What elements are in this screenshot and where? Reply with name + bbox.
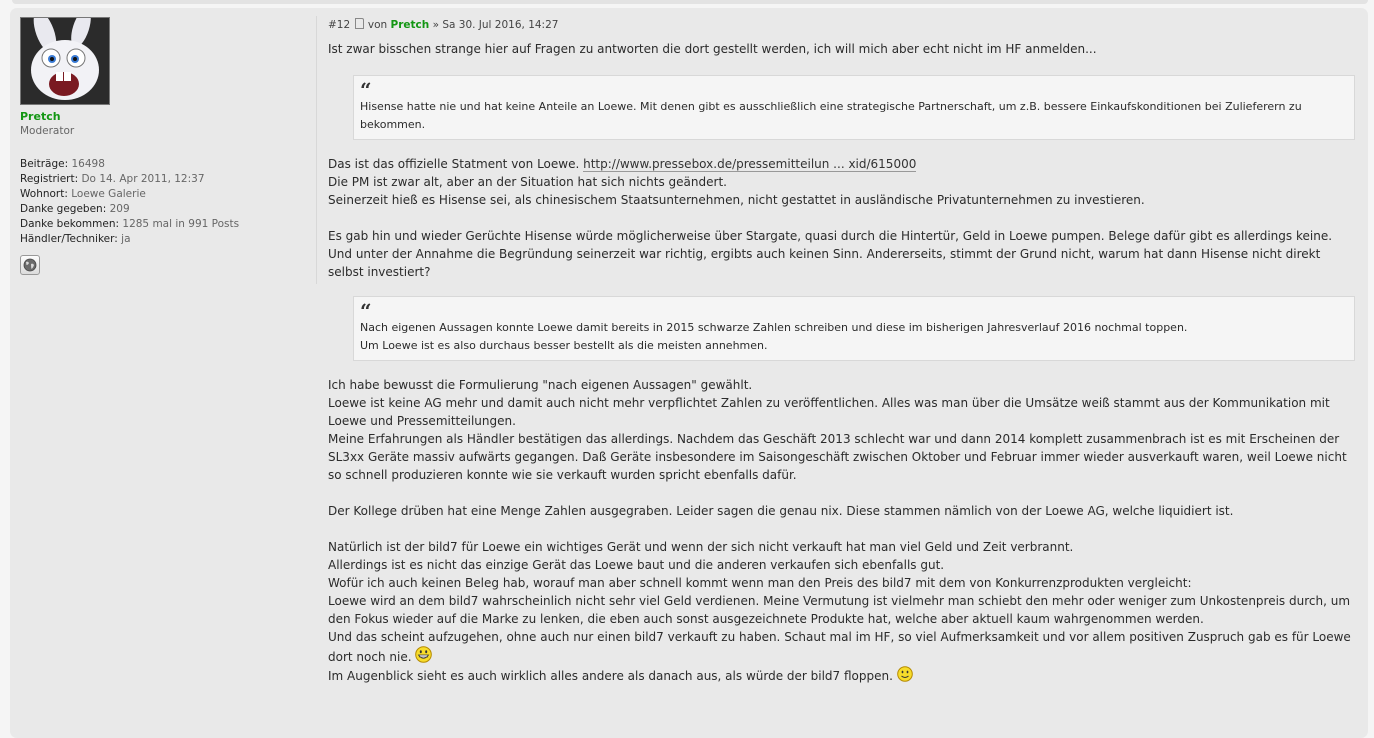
press-release-link[interactable]: http://www.pressebox.de/pressemitteilun ... xid/615000 (583, 157, 917, 171)
stat-dealer (20, 232, 310, 247)
stat-label: Beiträge: (20, 158, 69, 170)
paragraph: Seinerzeit hieß es Hisense sei, als chinesischem Staatsunternehmen, nicht gestattet in ausländische Privatunternehmen zu investieren. (328, 193, 1145, 207)
post-date: » Sa 30. Jul 2016, 14:27 (432, 19, 559, 31)
stat-value[interactable]: 16498 (71, 158, 105, 170)
quote-block (353, 75, 1355, 140)
user-rank: Moderator (20, 125, 75, 137)
stat-label: Händler/Techniker: (20, 233, 118, 245)
user-avatar[interactable] (20, 17, 110, 105)
username[interactable]: Pretch (20, 110, 61, 123)
paragraph: Es gab hin und wieder Gerüchte Hisense würde möglicherweise über Stargate, quasi durch die Hintertür, Geld in Loewe pumpen. Belege dafür gibt es allerdings keine. Und unter der Annahme die Begründung seinerzeit war richtig, ergibts auch keinen Sinn. Andererseits, stimmt der Grund nicht, warum hat dann Hisense nicht direkt selbst investiert? (328, 229, 1333, 279)
post-profile (20, 17, 310, 275)
post-author[interactable]: Pretch (390, 19, 430, 31)
rabbid-avatar-image (21, 18, 109, 104)
stat-thanks-received (20, 217, 310, 232)
quote-mark-icon: “ (360, 299, 372, 323)
paragraph: Die PM ist zwar alt, aber an der Situation hat sich nichts geändert. (328, 175, 727, 189)
file-icon[interactable] (355, 18, 364, 29)
stat-location (20, 187, 310, 202)
post-number: #12 (328, 19, 351, 31)
paragraph-text: Im Augenblick sieht es auch wirklich alles andere als danach aus, als würde der bild7 floppen. (328, 669, 893, 683)
stat-value: Do 14. Apr 2011, 12:37 (81, 173, 205, 185)
paragraph: Allerdings ist es nicht das einzige Gerät das Loewe baut und die anderen verkaufen sich ebenfalls gut. (328, 558, 945, 572)
stat-label: Registriert: (20, 173, 79, 185)
paragraph: Der Kollege drüben hat eine Menge Zahlen ausgegraben. Leider sagen die genau nix. Diese stammen nämlich von der Loewe AG, welche liquidiert ist. (328, 504, 1234, 518)
paragraph: Loewe ist keine AG mehr und damit auch nicht mehr verpflichtet Zahlen zu veröffentlichen. Alles was man über die Umsätze weiß stammt aus der Kommunikation mit Loewe und Pressemitteilungen. (328, 396, 1330, 428)
stat-label: Danke bekommen: (20, 218, 120, 230)
user-stats (20, 157, 310, 247)
stat-label: Danke gegeben: (20, 203, 107, 215)
grin-smiley-icon (415, 646, 432, 663)
profile-separator (316, 16, 317, 284)
website-button[interactable] (20, 255, 40, 275)
stat-posts (20, 157, 310, 172)
paragraph: Meine Erfahrungen als Händler bestätigen das allerdings. Nachdem das Geschäft 2013 schlecht war und dann 2014 komplett zusammenbrach ist es mit Erscheinen der SL3xx Geräte massiv aufwärts gegangen. Daß Geräte insbesondere im Saisongeschäft zwischen Oktober und Februar immer wieder ausverkauft waren, weil Loewe nicht so schnell produzieren konnte wie sie verkauft wurden spricht ebenfalls dafür. (328, 432, 1347, 482)
paragraph (328, 666, 1358, 685)
globe-icon (23, 258, 37, 272)
stat-value[interactable]: 209 (109, 203, 130, 215)
previous-post-edge (12, 0, 1368, 4)
post-header (328, 17, 1358, 33)
quote-block (353, 296, 1355, 361)
stat-value[interactable]: 1285 mal in 991 Posts (122, 218, 240, 230)
quote-text: Hisense hatte nie und hat keine Anteile an Loewe. Mit denen gibt es ausschließlich eine strategische Partnerschaft, um z.B. bessere Einkaufskonditionen bei Zulieferern zu bekommen. (360, 100, 1302, 131)
quote-text: Nach eigenen Aussagen konnte Loewe damit bereits in 2015 schwarze Zahlen schreiben und diese im bisherigen Jahresverlauf 2016 nochmal toppen. (360, 321, 1188, 334)
smile-smiley-icon (897, 666, 913, 682)
paragraph-text: Und das scheint aufzugehen, ohne auch nur einen bild7 verkauft zu haben. Schaut mal im HF, so viel Aufmerksamkeit und vor allem positiven Zuspruch gab es für Loewe dort noch nie. (328, 630, 1351, 664)
post-content (328, 17, 1358, 685)
paragraph (328, 155, 1358, 173)
stat-value: ja (121, 233, 131, 245)
quote-mark-icon: “ (360, 78, 372, 102)
forum-post (10, 8, 1368, 738)
stat-value: Loewe Galerie (71, 188, 146, 200)
paragraph (328, 628, 1358, 666)
post-intro: Ist zwar bisschen strange hier auf Fragen zu antworten die dort gestellt werden, ich will mich aber echt nicht im HF anmelden... (328, 42, 1097, 56)
paragraph: Wofür ich auch keinen Beleg hab, worauf man aber schnell kommt wenn man den Preis des bild7 mit dem von Konkurrenzprodukten vergleicht: (328, 576, 1192, 590)
post-by: von (367, 19, 388, 31)
paragraph: Ich habe bewusst die Formulierung "nach eigenen Aussagen" gewählt. (328, 378, 753, 392)
stat-registered (20, 172, 310, 187)
paragraph: Loewe wird an dem bild7 wahrscheinlich nicht sehr viel Geld verdienen. Meine Vermutung ist vielmehr man schiebt den mehr oder weniger zum Unkostenpreis durch, um den Fokus wieder auf die Marke zu lenken, die eben auch sonst ausgezeichnete Produkte hat, welche aber aktuell kaum wahrgenommen werden. (328, 594, 1351, 626)
paragraph: Natürlich ist der bild7 für Loewe ein wichtiges Gerät und wenn der sich nicht verkauft hat man viel Geld und Zeit verbrannt. (328, 540, 1074, 554)
stat-thanks-given (20, 202, 310, 217)
paragraph-text: Das ist das offizielle Statment von Loewe. (328, 157, 584, 171)
quote-text: Um Loewe ist es also durchaus besser bestellt als die meisten annehmen. (360, 339, 768, 352)
stat-label: Wohnort: (20, 188, 68, 200)
post-body (328, 40, 1358, 685)
